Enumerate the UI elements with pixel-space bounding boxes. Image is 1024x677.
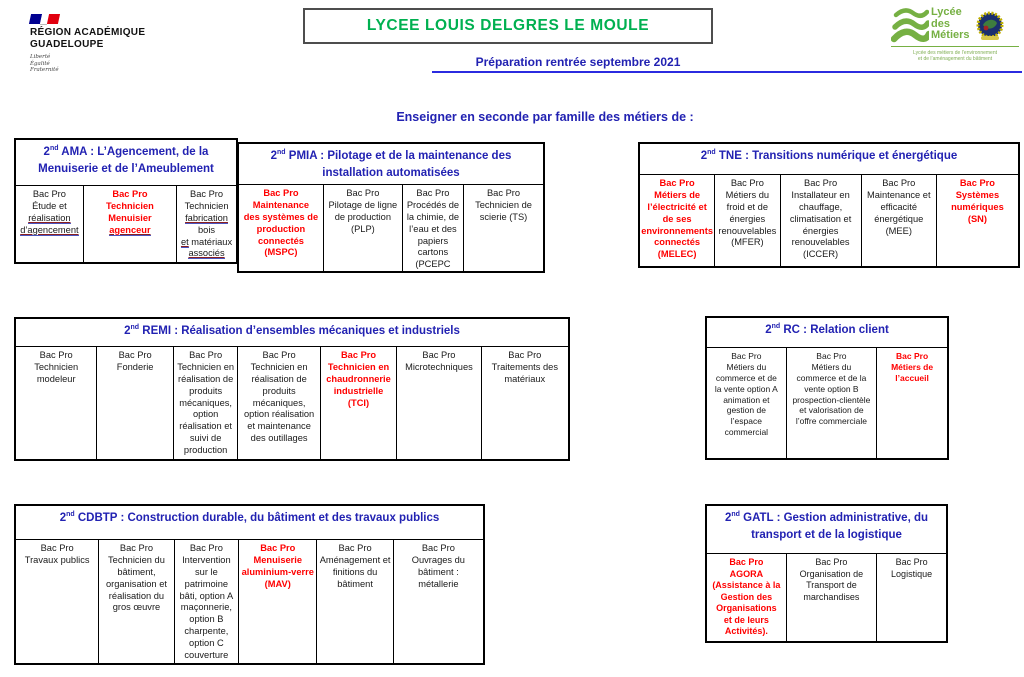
- region-academique-logo: [30, 14, 180, 74]
- gatl-bacpro-cell: Bac Pro AGORA (Assistance à la Gestion des Organisations et de leurs Activités).: [712, 557, 781, 637]
- header-rule: [432, 71, 1022, 73]
- pmia-bacpro-cell: Bac Pro Pilotage de ligne de production (PLP): [323, 185, 402, 271]
- logo-tagline-2: et de l’aménagement du bâtiment: [917, 56, 993, 62]
- rc-bacpro-cell: Bac Pro Métiers du commerce et de la vente option A animation et gestion de l’espace commercial: [714, 351, 778, 438]
- pmia-table-title: 2nd PMIA : Pilotage et de la maintenance des installation automatisées: [239, 144, 543, 185]
- tne-bacpro-cell: Bac Pro Maintenance et efficacité énergétique (MEE): [861, 175, 936, 266]
- remi-bacpro-cell: Bac Pro Technicien en réalisation de produits mécaniques, option réalisation et suivi de production: [173, 347, 238, 459]
- rc-table-body: [707, 348, 947, 458]
- cdbtp-bacpro-cell: Bac Pro Technicien du bâtiment, organisation et réalisation du gros œuvre: [98, 540, 173, 663]
- globe-emblem-icon: [973, 10, 1007, 44]
- cdbtp-bacpro-cell: Bac Pro Intervention sur le patrimoine bâti, option A maçonnerie, option B charpente, option C couverture: [174, 540, 238, 663]
- cdbtp-table-body: [16, 540, 483, 663]
- gatl-table-body: [707, 554, 946, 641]
- lm-name-line1: Lycée: [931, 6, 962, 18]
- family-table-gatl: [705, 504, 948, 643]
- remi-bacpro-cell: Bac Pro Traitements des matériaux: [481, 347, 568, 459]
- remi-bacpro-cell: Bac Pro Technicien en chaudronnerie industrielle (TCI): [320, 347, 396, 459]
- pmia-bacpro-cell: Bac Pro Technicien de scierie (TS): [463, 185, 543, 271]
- lm-name-line2: des: [931, 17, 950, 30]
- family-table-ama: [14, 138, 238, 264]
- remi-bacpro-cell: Bac Pro Technicien en réalisation de produits mécaniques, option réalisation et maintenance des outillages: [237, 347, 319, 459]
- remi-table-body: [16, 347, 568, 459]
- family-table-tne: [638, 142, 1020, 268]
- remi-bacpro-cell: Bac Pro Fonderie: [96, 347, 172, 459]
- motto-liberte: Liberté: [30, 54, 51, 60]
- cdbtp-bacpro-cell: Bac Pro Menuiserie aluminium-verre (MAV): [238, 540, 316, 663]
- region-logo-line2: GUADELOUPE: [30, 38, 104, 50]
- lm-name-line3: Métiers: [931, 29, 970, 41]
- cdbtp-table-title: 2nd CDBTP : Construction durable, du bâtiment et des travaux publics: [16, 506, 483, 540]
- tne-table-body: [640, 175, 1018, 266]
- tne-bacpro-cell: Bac Pro Systèmes numériques (SN): [936, 175, 1018, 266]
- rc-bacpro-cell: Bac Pro Métiers de l’accueil: [876, 348, 947, 458]
- ama-bacpro-cell: Bac Pro Technicien Menuisier agenceur: [83, 186, 176, 262]
- pmia-table-body: [239, 185, 543, 271]
- rc-bacpro-cell: Bac Pro Métiers du commerce et de la vente option B prospection-clientèle et valorisation de l’offre commerciale: [786, 348, 876, 458]
- gatl-bacpro-cell: Bac Pro Logistique: [876, 554, 946, 641]
- school-title-box: [303, 8, 713, 44]
- ama-table-body: [16, 186, 236, 262]
- gatl-table-title: 2nd GATL : Gestion administrative, du transport et de la logistique: [707, 506, 946, 554]
- ama-bacpro-cell: Bac Pro Technicien fabrication bois et matériaux associés: [176, 186, 236, 262]
- cdbtp-bacpro-cell: Bac Pro Ouvrages du bâtiment : métallerie: [393, 540, 483, 663]
- tne-bacpro-cell: Bac Pro Métiers du froid et de énergies renouvelables (MFER): [714, 175, 779, 266]
- logo-tagline-1: Lycée des métiers de l’environnement: [912, 50, 998, 56]
- lycee-des-metiers-name: [931, 7, 970, 42]
- tne-bacpro-cell: Bac Pro Installateur en chauffage, climatisation et énergies renouvelables (ICCER): [780, 175, 861, 266]
- ama-bacpro-cell: Bac Pro Étude et réalisation d’agencement: [20, 189, 79, 235]
- cdbtp-bacpro-cell: Bac Pro Aménagement et finitions du bâtiment: [316, 540, 392, 663]
- republic-motto: [30, 54, 180, 74]
- tne-bacpro-cell: Bac Pro Métiers de l’électricité et de ses environnements connectés (MELEC): [641, 178, 713, 260]
- section-heading: Enseigner en seconde par famille des métiers de :: [396, 110, 694, 124]
- remi-table-title: 2nd REMI : Réalisation d’ensembles mécaniques et industriels: [16, 319, 568, 347]
- cdbtp-bacpro-cell: Bac Pro Travaux publics: [24, 543, 90, 565]
- logo-rule: [891, 46, 1019, 47]
- motto-egalite: Égalité: [30, 60, 50, 67]
- family-table-pmia: [237, 142, 545, 273]
- gatl-bacpro-cell: Bac Pro Organisation de Transport de marchandises: [786, 554, 876, 641]
- rc-table-title: 2nd RC : Relation client: [707, 318, 947, 348]
- pmia-bacpro-cell: Bac Pro Procédés de la chimie, de l’eau et des papiers cartons (PCEPC: [402, 185, 463, 271]
- region-logo-line1: RÉGION ACADÉMIQUE: [30, 27, 146, 38]
- family-table-remi: [14, 317, 570, 461]
- france-flag-icon: [30, 14, 60, 24]
- remi-bacpro-cell: Bac Pro Microtechniques: [396, 347, 480, 459]
- remi-bacpro-cell: Bac Pro Technicien modeleur: [34, 350, 79, 384]
- family-table-rc: [705, 316, 949, 460]
- green-swirl-icon: [891, 6, 929, 46]
- ama-table-title: 2nd AMA : L’Agencement, de la Menuiserie et de l’Ameublement: [16, 140, 236, 186]
- family-table-cdbtp: [14, 504, 485, 665]
- motto-fraternite: Fraternité: [30, 67, 59, 73]
- school-title: LYCEE LOUIS DELGRES LE MOULE: [366, 17, 650, 34]
- tne-table-title: 2nd TNE : Transitions numérique et énergétique: [640, 144, 1018, 175]
- subtitle: Préparation rentrée septembre 2021: [475, 55, 681, 69]
- pmia-bacpro-cell: Bac Pro Maintenance des systèmes de production connectés (MSPC): [243, 188, 319, 258]
